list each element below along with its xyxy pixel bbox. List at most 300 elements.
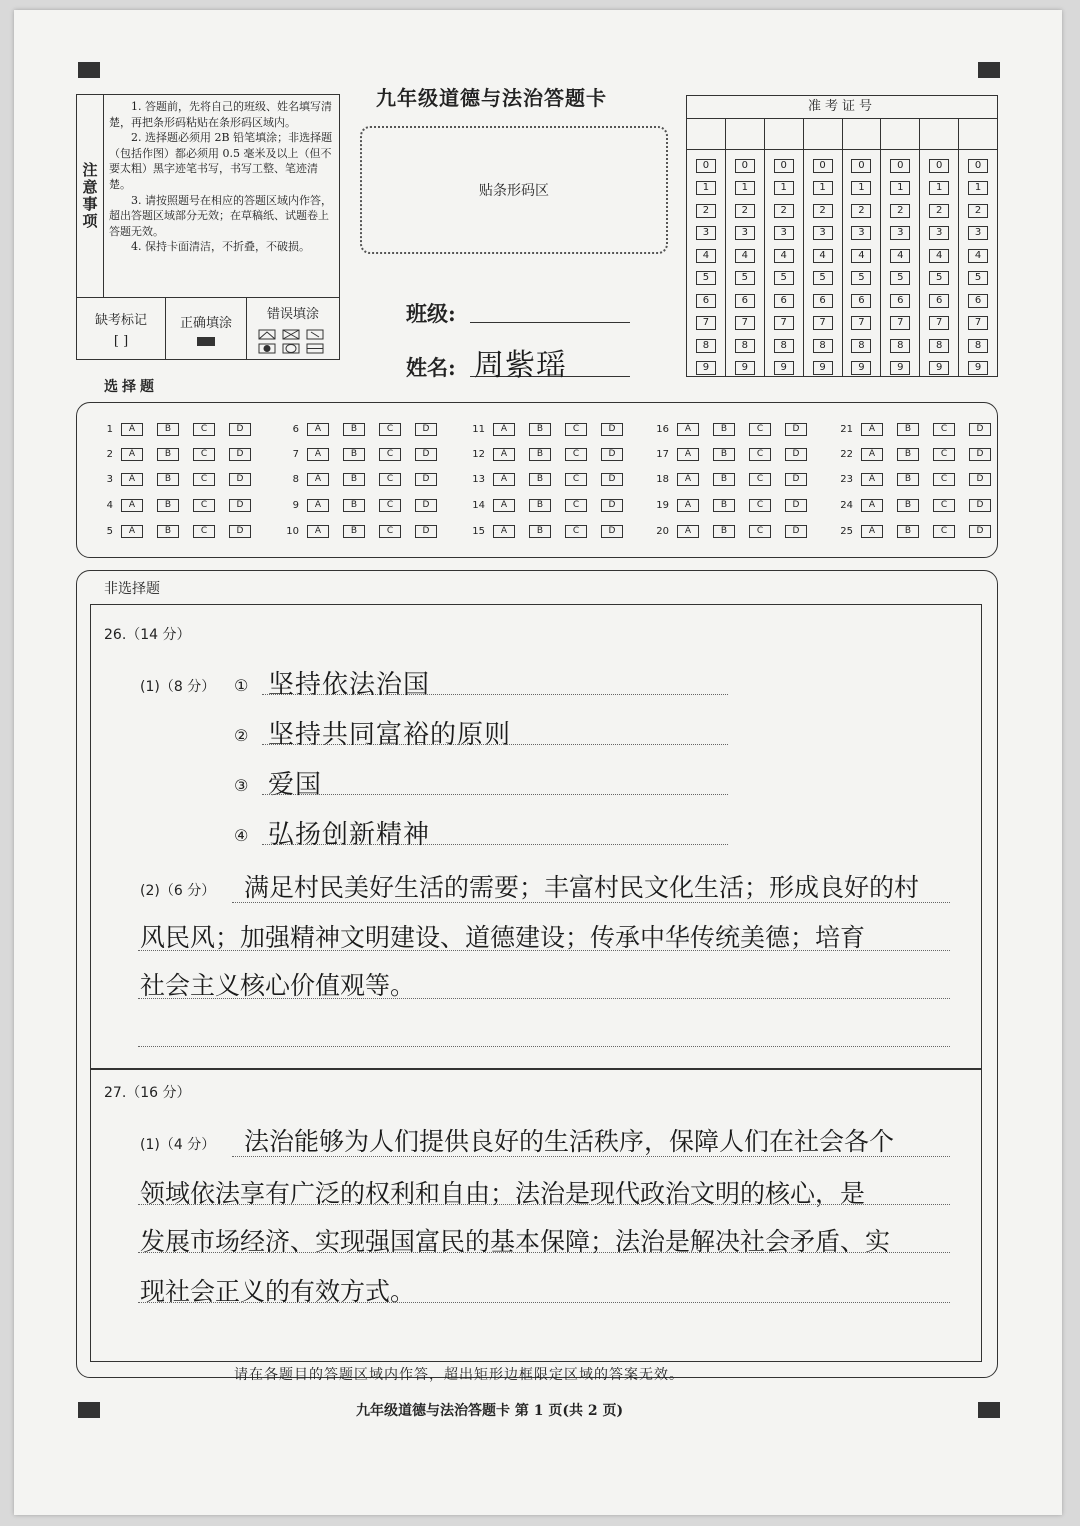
answer-line[interactable] (262, 694, 728, 695)
choice-option-bubble[interactable]: C (379, 525, 401, 538)
question-27-box (90, 1068, 982, 1362)
choice-option-bubble[interactable]: A (677, 499, 699, 512)
choice-option-bubble[interactable]: C (565, 525, 587, 538)
choice-question-number: 3 (106, 474, 113, 485)
admission-digit-bubble[interactable]: 2 (968, 204, 988, 218)
choice-question-row (277, 448, 451, 461)
admission-digit-column (920, 119, 959, 377)
notice-item: 2. 选择题必须用 2B 铅笔填涂；非选择题（包括作图）都必须用 0.5 毫米及以上（但不要太粗）黑字迹笔书写，书写工整、笔迹清楚。 (109, 131, 333, 191)
question-27-label: 27.（16 分） (104, 1085, 191, 1101)
choice-option-bubble[interactable]: C (193, 499, 215, 512)
class-field-line[interactable] (470, 322, 630, 323)
choice-question-number: 18 (656, 474, 669, 485)
choice-option-bubble[interactable]: B (529, 525, 551, 538)
answer-line[interactable] (232, 902, 950, 903)
admission-digit-write-box[interactable] (920, 119, 958, 150)
choice-option-bubble[interactable]: A (121, 448, 143, 461)
admission-digit-bubble[interactable]: 1 (929, 181, 949, 195)
admission-digit-column (881, 119, 920, 377)
q27-part1-line: 发展市场经济、实现强国富民的基本保障；法治是解决社会矛盾、实 (140, 1227, 891, 1256)
choice-question-row (277, 423, 451, 436)
choice-question-row (277, 473, 451, 486)
admission-digit-bubble[interactable]: 6 (696, 294, 716, 308)
admission-digit-bubble[interactable]: 6 (735, 294, 755, 308)
admission-digit-bubble[interactable]: 7 (774, 316, 794, 330)
choice-question-number: 10 (286, 526, 299, 537)
choice-option-bubble[interactable]: B (897, 525, 919, 538)
admission-digit-bubble[interactable]: 0 (735, 159, 755, 173)
choice-option-bubble[interactable]: C (749, 448, 771, 461)
choice-question-row (647, 525, 821, 538)
choice-option-bubble[interactable]: B (713, 473, 735, 486)
choice-option-bubble[interactable]: C (749, 525, 771, 538)
admission-digit-bubble[interactable]: 2 (851, 204, 871, 218)
correct-fill-example (166, 298, 247, 360)
admission-digit-column (687, 119, 726, 377)
choice-option-bubble[interactable]: A (493, 525, 515, 538)
admission-digit-bubble[interactable]: 4 (851, 249, 871, 263)
admission-digit-bubble[interactable]: 0 (968, 159, 988, 173)
wrong-fill-label: 错误填涂 (266, 306, 319, 322)
admission-digit-bubble[interactable]: 1 (890, 181, 910, 195)
choice-option-bubble[interactable]: D (229, 423, 251, 436)
choice-question-number: 12 (472, 449, 485, 460)
choice-option-bubble[interactable]: C (933, 473, 955, 486)
q26-answer-text: 爱国 (268, 770, 323, 800)
choice-option-bubble[interactable]: C (749, 423, 771, 436)
admission-digit-bubble[interactable]: 5 (968, 271, 988, 285)
choice-option-bubble[interactable]: B (713, 499, 735, 512)
choice-question-number: 1 (106, 424, 113, 435)
choice-option-bubble[interactable]: B (713, 448, 735, 461)
admission-number-grid (686, 95, 998, 377)
choice-answer-area (76, 402, 998, 558)
admission-digit-bubble[interactable]: 4 (696, 249, 716, 263)
admission-digit-column (959, 119, 997, 377)
admission-digit-bubble[interactable]: 9 (735, 361, 755, 375)
choice-option-bubble[interactable]: A (861, 525, 883, 538)
nonchoice-section-title: 非选择题 (104, 581, 160, 597)
choice-option-bubble[interactable]: C (565, 423, 587, 436)
admission-digit-bubble[interactable]: 8 (735, 339, 755, 353)
admission-digit-bubble[interactable]: 8 (890, 339, 910, 353)
choice-option-bubble[interactable]: B (529, 499, 551, 512)
choice-option-bubble[interactable]: B (713, 423, 735, 436)
admission-digit-bubble[interactable]: 3 (813, 226, 833, 240)
choice-option-bubble[interactable]: A (307, 499, 329, 512)
barcode-label: 贴条形码区 (479, 183, 549, 199)
choice-option-bubble[interactable]: C (193, 423, 215, 436)
choice-question-row (647, 499, 821, 512)
choice-option-bubble[interactable]: C (193, 448, 215, 461)
choice-option-bubble[interactable]: D (969, 473, 991, 486)
q26-part1-label: (1)（8 分） (140, 679, 216, 695)
admission-digit-bubble[interactable]: 3 (774, 226, 794, 240)
answer-line[interactable] (138, 1204, 950, 1205)
choice-option-bubble[interactable]: C (933, 448, 955, 461)
admission-digit-bubble[interactable]: 1 (851, 181, 871, 195)
admission-digit-bubble[interactable]: 4 (890, 249, 910, 263)
notice-box (76, 94, 340, 360)
choice-option-bubble[interactable]: B (157, 423, 179, 436)
choice-option-bubble[interactable]: D (229, 499, 251, 512)
admission-digit-bubble[interactable]: 3 (735, 226, 755, 240)
answer-line[interactable] (262, 744, 728, 745)
choice-section-title: 选择题 (104, 379, 158, 395)
footer-note: 请在各题目的答题区域内作答，超出矩形边框限定区域的答案无效。 (234, 1367, 684, 1383)
q26-part2-line: 风民风；加强精神文明建设、道德建设；传承中华传统美德；培育 (140, 923, 866, 952)
q26-part2-label: (2)（6 分） (140, 883, 216, 899)
admission-digit-bubble[interactable]: 8 (774, 339, 794, 353)
q26-answer-text: 坚持依法治国 (268, 670, 431, 700)
admission-digit-column (765, 119, 804, 377)
admission-digit-bubble[interactable]: 6 (851, 294, 871, 308)
admission-digit-write-box[interactable] (881, 119, 919, 150)
q27-part1-line: 领域依法享有广泛的权利和自由；法治是现代政治文明的核心，是 (140, 1179, 866, 1208)
admission-digit-bubble[interactable]: 1 (735, 181, 755, 195)
admission-digit-write-box[interactable] (726, 119, 764, 150)
choice-option-bubble[interactable]: D (415, 525, 437, 538)
admission-digit-bubble[interactable]: 4 (735, 249, 755, 263)
q27-part1-line: 现社会正义的有效方式。 (140, 1277, 416, 1306)
admission-digit-bubble[interactable]: 1 (968, 181, 988, 195)
q26-answer-text: 弘扬创新精神 (268, 820, 431, 850)
choice-option-bubble[interactable]: C (933, 499, 955, 512)
admission-digit-bubble[interactable]: 0 (813, 159, 833, 173)
choice-question-number: 6 (292, 424, 299, 435)
alignment-mark-bottom-left (78, 1402, 100, 1418)
choice-option-bubble[interactable]: B (343, 525, 365, 538)
choice-question-number: 17 (656, 449, 669, 460)
answer-line[interactable] (138, 1046, 950, 1047)
choice-option-bubble[interactable]: A (121, 499, 143, 512)
notice-label: 注意事项 (77, 95, 104, 297)
choice-question-number: 13 (472, 474, 485, 485)
notice-item: 1. 答题前，先将自己的班级、姓名填写清楚，再把条形码粘贴在条形码区域内。 (109, 100, 332, 129)
admission-digit-bubble[interactable]: 4 (968, 249, 988, 263)
admission-digit-bubble[interactable]: 2 (774, 204, 794, 218)
name-label: 姓名: (406, 355, 456, 380)
choice-option-bubble[interactable]: B (157, 525, 179, 538)
choice-option-bubble[interactable]: A (493, 499, 515, 512)
choice-option-bubble[interactable]: A (307, 525, 329, 538)
choice-option-bubble[interactable]: D (785, 525, 807, 538)
answer-line[interactable] (138, 998, 950, 999)
absent-mark[interactable] (77, 298, 166, 360)
admission-digit-bubble[interactable]: 4 (813, 249, 833, 263)
wrong-fill-icons (255, 328, 331, 356)
choice-option-bubble[interactable]: C (193, 473, 215, 486)
q26-answer-num: ② (234, 726, 249, 745)
choice-question-row (463, 499, 637, 512)
choice-option-bubble[interactable]: A (307, 473, 329, 486)
choice-option-bubble[interactable]: D (785, 499, 807, 512)
choice-option-bubble[interactable]: C (379, 448, 401, 461)
choice-option-bubble[interactable]: A (121, 473, 143, 486)
choice-option-bubble[interactable]: B (529, 473, 551, 486)
admission-digit-bubble[interactable]: 8 (968, 339, 988, 353)
answer-line[interactable] (232, 1156, 950, 1157)
barcode-area[interactable] (360, 126, 668, 254)
choice-question-number: 15 (472, 526, 485, 537)
choice-option-bubble[interactable]: C (379, 499, 401, 512)
admission-digit-bubble[interactable]: 4 (929, 249, 949, 263)
admission-digit-bubble[interactable]: 5 (696, 271, 716, 285)
admission-digit-bubble[interactable]: 8 (851, 339, 871, 353)
choice-option-bubble[interactable]: D (969, 525, 991, 538)
admission-digit-bubble[interactable]: 9 (929, 361, 949, 375)
choice-question-row (831, 473, 1005, 486)
admission-digit-write-box[interactable] (765, 119, 803, 150)
admission-digit-bubble[interactable]: 3 (696, 226, 716, 240)
choice-option-bubble[interactable]: A (493, 473, 515, 486)
choice-option-bubble[interactable]: B (529, 448, 551, 461)
choice-question-row (91, 448, 265, 461)
admission-digit-bubble[interactable]: 0 (696, 159, 716, 173)
choice-question-row (647, 473, 821, 486)
choice-option-bubble[interactable]: B (343, 423, 365, 436)
admission-digit-bubble[interactable]: 9 (851, 361, 871, 375)
admission-digit-write-box[interactable] (843, 119, 881, 150)
choice-option-bubble[interactable]: C (565, 473, 587, 486)
choice-question-row (831, 525, 1005, 538)
admission-digit-bubble[interactable]: 1 (696, 181, 716, 195)
choice-question-row (831, 499, 1005, 512)
choice-question-row (91, 473, 265, 486)
choice-question-number: 25 (840, 526, 853, 537)
choice-option-bubble[interactable]: A (861, 448, 883, 461)
admission-digit-bubble[interactable]: 1 (774, 181, 794, 195)
choice-option-bubble[interactable]: D (415, 499, 437, 512)
choice-option-bubble[interactable]: A (121, 423, 143, 436)
choice-option-bubble[interactable]: A (677, 423, 699, 436)
alignment-mark-bottom-right (978, 1402, 1000, 1418)
admission-digit-bubble[interactable]: 7 (851, 316, 871, 330)
choice-option-bubble[interactable]: B (897, 423, 919, 436)
admission-digit-bubble[interactable]: 3 (968, 226, 988, 240)
admission-digit-bubble[interactable]: 5 (890, 271, 910, 285)
notice-item: 3. 请按照题号在相应的答题区域内作答，超出答题区域部分无效；在草稿纸、试题卷上答题无效。 (109, 193, 332, 238)
choice-option-bubble[interactable]: D (601, 499, 623, 512)
choice-option-bubble[interactable]: B (897, 473, 919, 486)
q27-part1-line: 法治能够为人们提供良好的生活秩序，保障人们在社会各个 (244, 1127, 895, 1156)
admission-digit-bubble[interactable]: 7 (890, 316, 910, 330)
admission-digit-bubble[interactable]: 3 (929, 226, 949, 240)
admission-digit-bubble[interactable]: 3 (890, 226, 910, 240)
choice-option-bubble[interactable]: D (601, 473, 623, 486)
admission-digit-column (726, 119, 765, 377)
admission-digit-column (804, 119, 843, 377)
choice-option-bubble[interactable]: A (307, 423, 329, 436)
choice-question-row (277, 499, 451, 512)
admission-digit-bubble[interactable]: 6 (968, 294, 988, 308)
choice-question-number: 22 (840, 449, 853, 460)
admission-digit-write-box[interactable] (804, 119, 842, 150)
correct-fill-icon (197, 337, 215, 346)
choice-option-bubble[interactable]: D (785, 448, 807, 461)
choice-option-bubble[interactable]: D (415, 473, 437, 486)
admission-digit-write-box[interactable] (687, 119, 725, 150)
notice-items (109, 99, 335, 255)
admission-digit-bubble[interactable]: 2 (929, 204, 949, 218)
admission-digit-bubble[interactable]: 8 (813, 339, 833, 353)
admission-digit-bubble[interactable]: 0 (851, 159, 871, 173)
choice-option-bubble[interactable]: D (785, 473, 807, 486)
answer-line[interactable] (138, 1302, 950, 1303)
choice-option-bubble[interactable]: D (969, 423, 991, 436)
admission-digit-bubble[interactable]: 5 (929, 271, 949, 285)
choice-option-bubble[interactable]: D (229, 448, 251, 461)
admission-digit-bubble[interactable]: 5 (774, 271, 794, 285)
choice-question-number: 16 (656, 424, 669, 435)
admission-digit-bubble[interactable]: 7 (968, 316, 988, 330)
choice-question-number: 24 (840, 500, 853, 511)
choice-question-number: 4 (106, 500, 113, 511)
choice-question-row (91, 423, 265, 436)
choice-option-bubble[interactable]: A (861, 423, 883, 436)
admission-digit-bubble[interactable]: 9 (890, 361, 910, 375)
choice-option-bubble[interactable]: B (157, 499, 179, 512)
choice-option-bubble[interactable]: C (933, 423, 955, 436)
admission-digit-bubble[interactable]: 8 (929, 339, 949, 353)
admission-digit-bubble[interactable]: 7 (735, 316, 755, 330)
choice-option-bubble[interactable]: C (379, 423, 401, 436)
choice-question-number: 20 (656, 526, 669, 537)
admission-digit-bubble[interactable]: 6 (890, 294, 910, 308)
admission-digit-bubble[interactable]: 6 (929, 294, 949, 308)
choice-option-bubble[interactable]: A (861, 499, 883, 512)
choice-question-number: 2 (106, 449, 113, 460)
choice-option-bubble[interactable]: A (121, 525, 143, 538)
alignment-mark-top-right (978, 62, 1000, 78)
admission-digit-bubble[interactable]: 3 (851, 226, 871, 240)
choice-option-bubble[interactable]: C (749, 473, 771, 486)
choice-option-bubble[interactable]: A (307, 448, 329, 461)
admission-digit-bubble[interactable]: 0 (890, 159, 910, 173)
choice-option-bubble[interactable]: C (933, 525, 955, 538)
class-label: 班级: (406, 301, 456, 326)
admission-digit-bubble[interactable]: 0 (929, 159, 949, 173)
choice-question-row (91, 525, 265, 538)
choice-option-bubble[interactable]: D (601, 448, 623, 461)
choice-option-bubble[interactable]: C (565, 499, 587, 512)
wrong-fill-example (247, 298, 339, 360)
name-value: 周紫瑶 (474, 348, 567, 383)
admission-digit-bubble[interactable]: 5 (813, 271, 833, 285)
choice-option-bubble[interactable]: D (415, 448, 437, 461)
admission-digit-write-box[interactable] (959, 119, 997, 150)
choice-option-bubble[interactable]: D (415, 423, 437, 436)
admission-digit-bubble[interactable]: 2 (735, 204, 755, 218)
admission-digit-bubble[interactable]: 0 (774, 159, 794, 173)
choice-question-number: 5 (106, 526, 113, 537)
admission-digit-bubble[interactable]: 7 (813, 316, 833, 330)
choice-option-bubble[interactable]: B (343, 473, 365, 486)
q26-answer-text: 坚持共同富裕的原则 (268, 720, 512, 750)
admission-digit-bubble[interactable]: 9 (968, 361, 988, 375)
choice-option-bubble[interactable]: B (157, 473, 179, 486)
admission-digit-bubble[interactable]: 6 (774, 294, 794, 308)
admission-digit-bubble[interactable]: 7 (929, 316, 949, 330)
choice-question-number: 7 (292, 449, 299, 460)
answer-line[interactable] (262, 794, 728, 795)
choice-question-number: 21 (840, 424, 853, 435)
choice-option-bubble[interactable]: B (529, 423, 551, 436)
admission-digit-bubble[interactable]: 5 (851, 271, 871, 285)
choice-question-row (463, 423, 637, 436)
page-title: 九年级道德与法治答题卡 (376, 86, 607, 110)
choice-option-bubble[interactable]: D (601, 423, 623, 436)
choice-question-row (463, 525, 637, 538)
choice-option-bubble[interactable]: A (493, 448, 515, 461)
admission-digit-bubble[interactable]: 6 (813, 294, 833, 308)
admission-digit-bubble[interactable]: 2 (890, 204, 910, 218)
choice-option-bubble[interactable]: B (897, 499, 919, 512)
q26-answer-num: ④ (234, 826, 249, 845)
choice-option-bubble[interactable]: C (193, 525, 215, 538)
admission-digit-bubble[interactable]: 7 (696, 316, 716, 330)
choice-option-bubble[interactable]: D (229, 473, 251, 486)
choice-option-bubble[interactable]: C (749, 499, 771, 512)
admission-digit-bubble[interactable]: 9 (696, 361, 716, 375)
choice-option-bubble[interactable]: C (565, 448, 587, 461)
answer-line[interactable] (138, 950, 950, 951)
choice-option-bubble[interactable]: D (969, 448, 991, 461)
choice-question-row (647, 423, 821, 436)
answer-line[interactable] (262, 844, 728, 845)
choice-option-bubble[interactable]: C (379, 473, 401, 486)
choice-option-bubble[interactable]: D (969, 499, 991, 512)
admission-digit-bubble[interactable]: 8 (696, 339, 716, 353)
admission-digit-bubble[interactable]: 2 (813, 204, 833, 218)
choice-question-row (831, 423, 1005, 436)
answer-line[interactable] (138, 1252, 950, 1253)
admission-digit-bubble[interactable]: 9 (774, 361, 794, 375)
choice-option-bubble[interactable]: B (343, 499, 365, 512)
choice-question-row (91, 499, 265, 512)
admission-digit-bubble[interactable]: 1 (813, 181, 833, 195)
choice-option-bubble[interactable]: B (343, 448, 365, 461)
choice-option-bubble[interactable]: A (677, 525, 699, 538)
choice-option-bubble[interactable]: B (713, 525, 735, 538)
choice-option-bubble[interactable]: D (601, 525, 623, 538)
choice-option-bubble[interactable]: A (493, 423, 515, 436)
choice-option-bubble[interactable]: A (861, 473, 883, 486)
choice-question-row (647, 448, 821, 461)
absent-mark-label: 缺考标记 (94, 313, 147, 328)
admission-digit-bubble[interactable]: 9 (813, 361, 833, 375)
choice-option-bubble[interactable]: B (157, 448, 179, 461)
choice-option-bubble[interactable]: A (677, 473, 699, 486)
admission-digit-bubble[interactable]: 4 (774, 249, 794, 263)
fill-legend (77, 297, 339, 360)
choice-question-number: 19 (656, 500, 669, 511)
admission-digit-bubble[interactable]: 5 (735, 271, 755, 285)
choice-question-row (463, 448, 637, 461)
choice-option-bubble[interactable]: B (897, 448, 919, 461)
correct-fill-label: 正确填涂 (179, 316, 232, 331)
q26-answer-num: ① (234, 676, 249, 695)
choice-option-bubble[interactable]: D (229, 525, 251, 538)
footer-page-number: 九年级道德与法治答题卡 第 1 页(共 2 页) (356, 1403, 624, 1419)
choice-question-row (277, 525, 451, 538)
choice-option-bubble[interactable]: A (677, 448, 699, 461)
admission-digit-bubble[interactable]: 2 (696, 204, 716, 218)
q26-part2-line: 社会主义核心价值观等。 (140, 971, 416, 1000)
q27-part1-label: (1)（4 分） (140, 1137, 216, 1153)
choice-question-number: 9 (292, 500, 299, 511)
choice-option-bubble[interactable]: D (785, 423, 807, 436)
